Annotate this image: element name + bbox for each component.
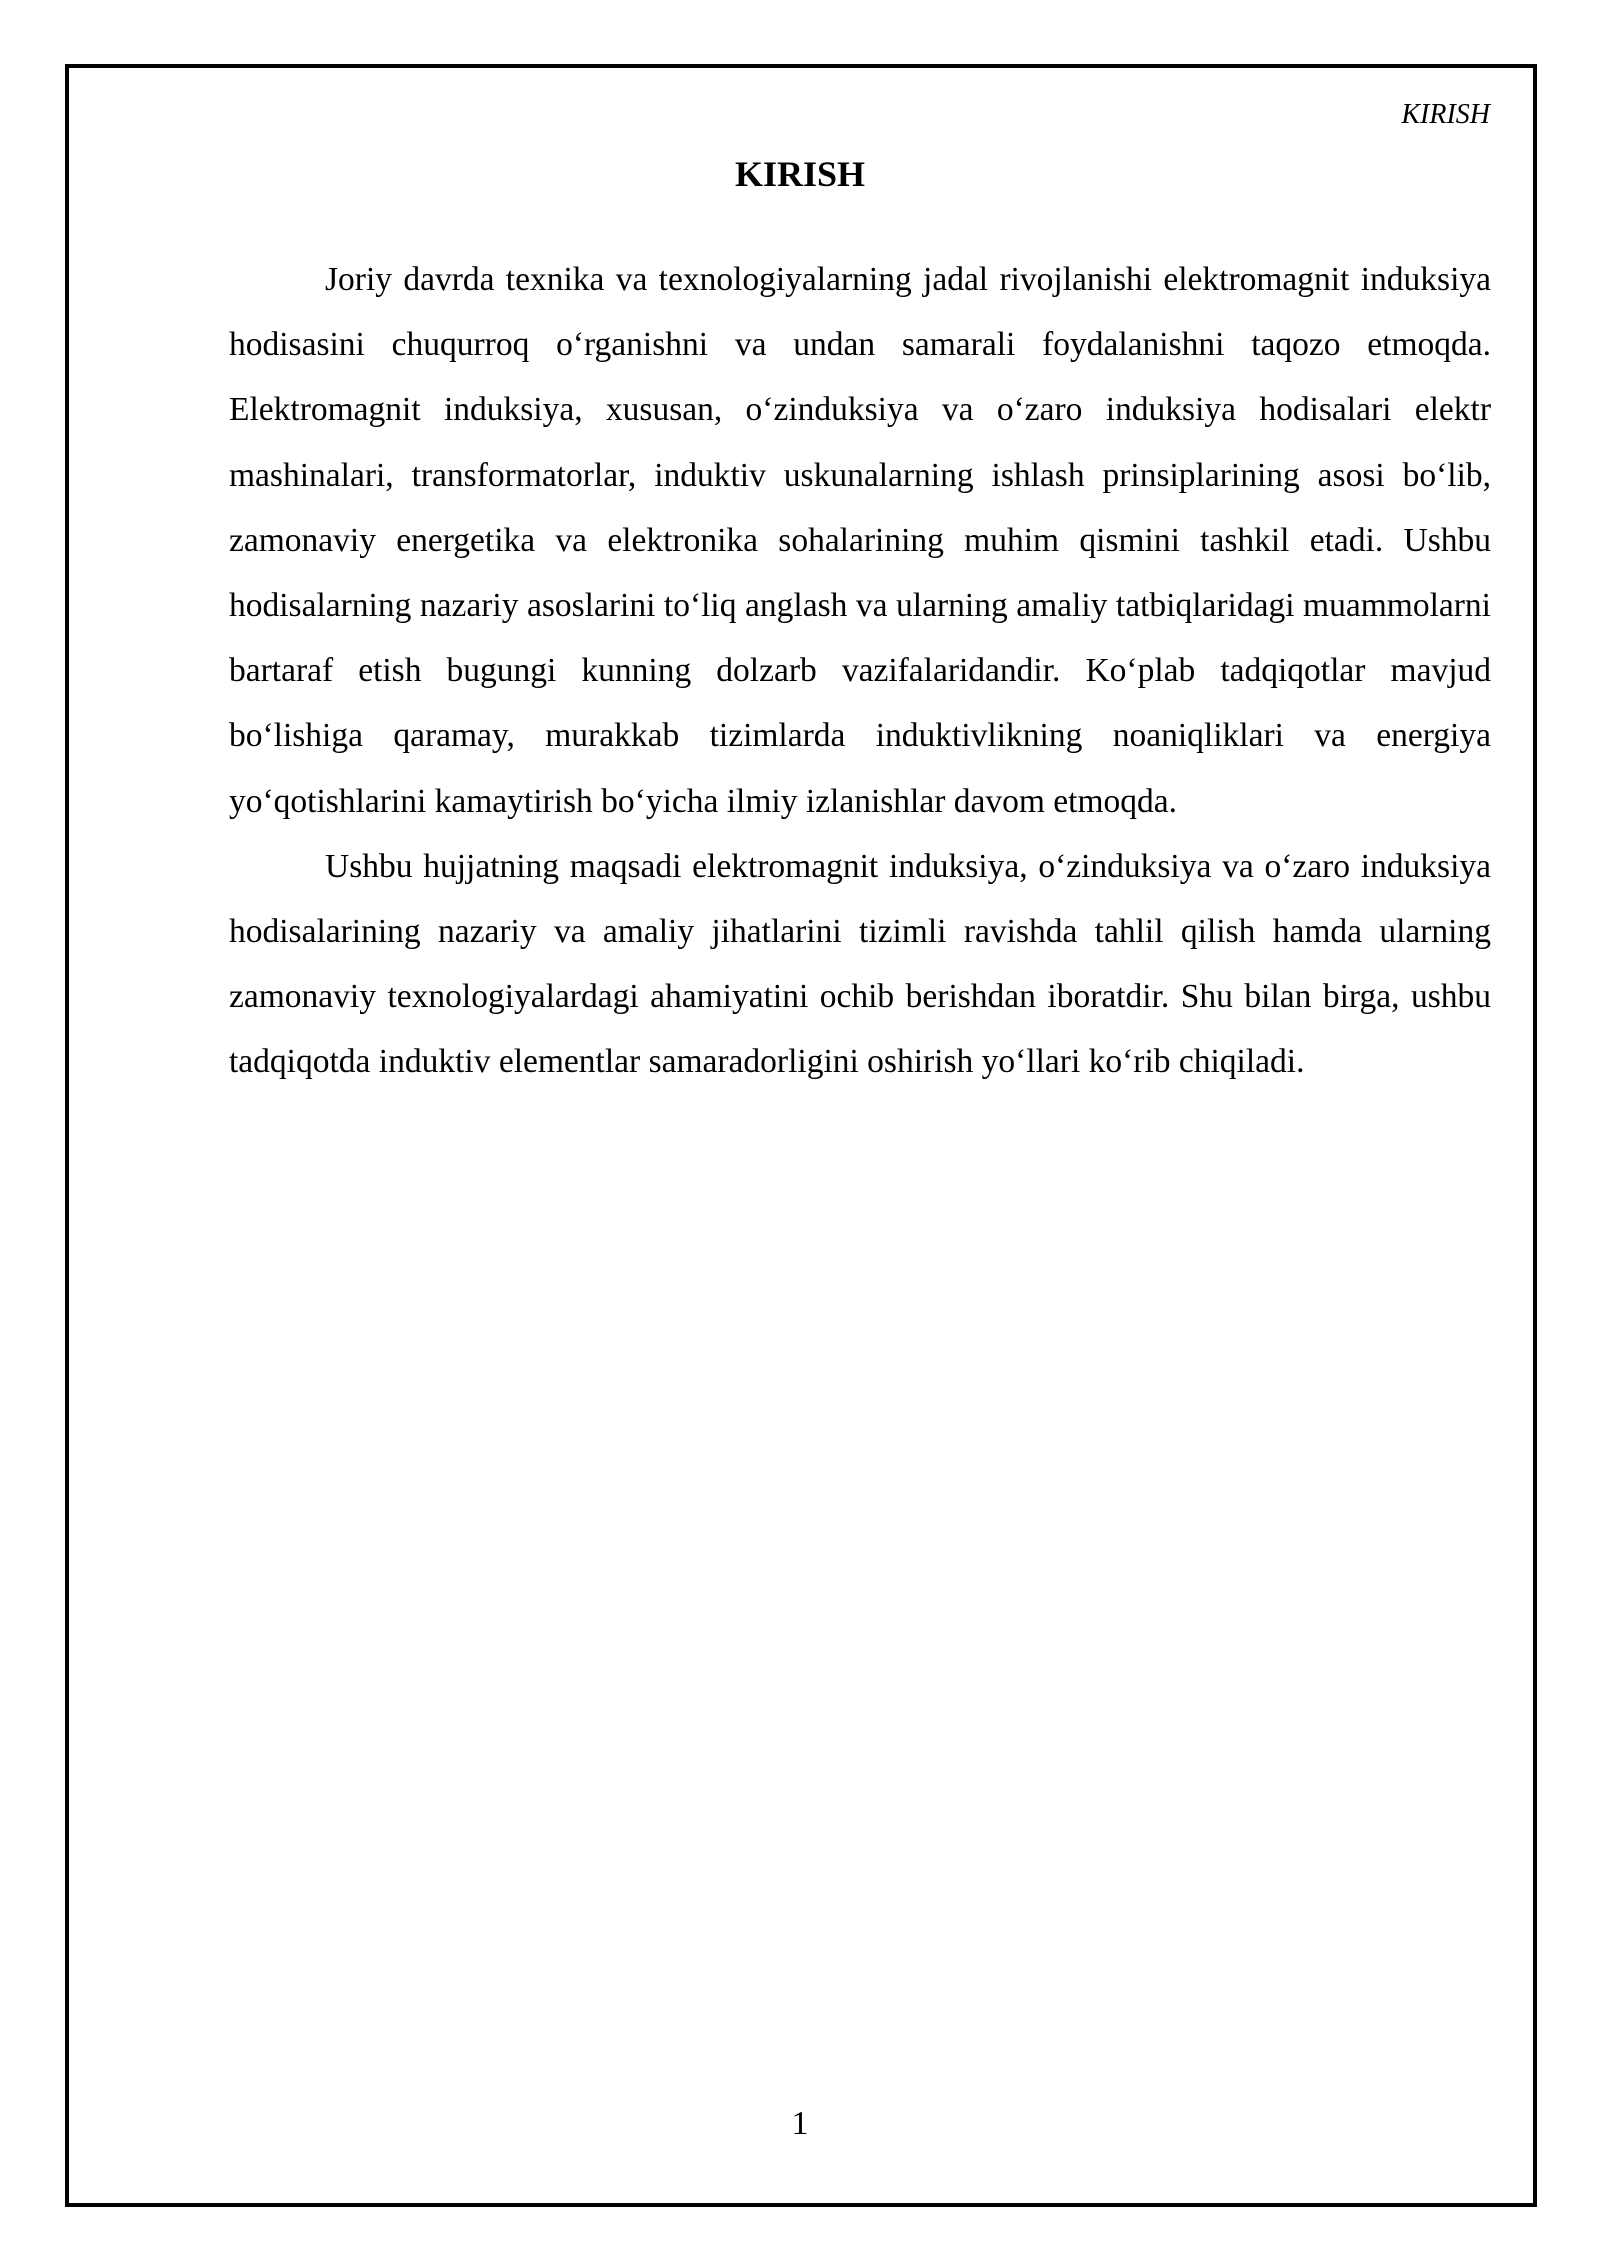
page-title: KIRISH (734, 154, 866, 194)
page-number: 1 (791, 2105, 809, 2142)
running-header: KIRISH (1401, 99, 1490, 130)
body-text (229, 247, 1491, 1095)
paragraph-1: Joriy davrda texnika va texnologiyalarning jadal rivojlanishi elektromagnit induksiya hodisasini chuqurroq o‘rganishni va undan samarali foydalanishni taqozo etmoqda. Elektromagnit induksiya, xususan, o‘zinduksiya va o‘zaro induksiya hodisalari elektr mashinalari, transformatorlar, induktiv uskunalarning ishlash prinsiplarining asosi bo‘lib, zamonaviy energetika va elektronika sohalarining muhim qismini tashkil etadi. Ushbu hodisalarning nazariy asoslarini to‘liq anglash va ularning amaliy tatbiqlaridagi muammolarni bartaraf etish bugungi kunning dolzarb vazifalaridandir. Ko‘plab tadqiqotlar mavjud bo‘lishiga qaramay, murakkab tizimlarda induktivlikning noaniqliklari va energiya yo‘qotishlarini kamaytirish bo‘yicha ilmiy izlanishlar davom etmoqda. (229, 261, 1491, 820)
paragraph-2: Ushbu hujjatning maqsadi elektromagnit induksiya, o‘zinduksiya va o‘zaro induksiya hodisalarining nazariy va amaliy jihatlarini tizimli ravishda tahlil qilish hamda ularning zamonaviy texnologiyalardagi ahamiyatini ochib berishdan iboratdir. Shu bilan birga, ushbu tadqiqotda induktiv elementlar samaradorligini oshirish yo‘llari ko‘rib chiqiladi. (229, 847, 1491, 1081)
